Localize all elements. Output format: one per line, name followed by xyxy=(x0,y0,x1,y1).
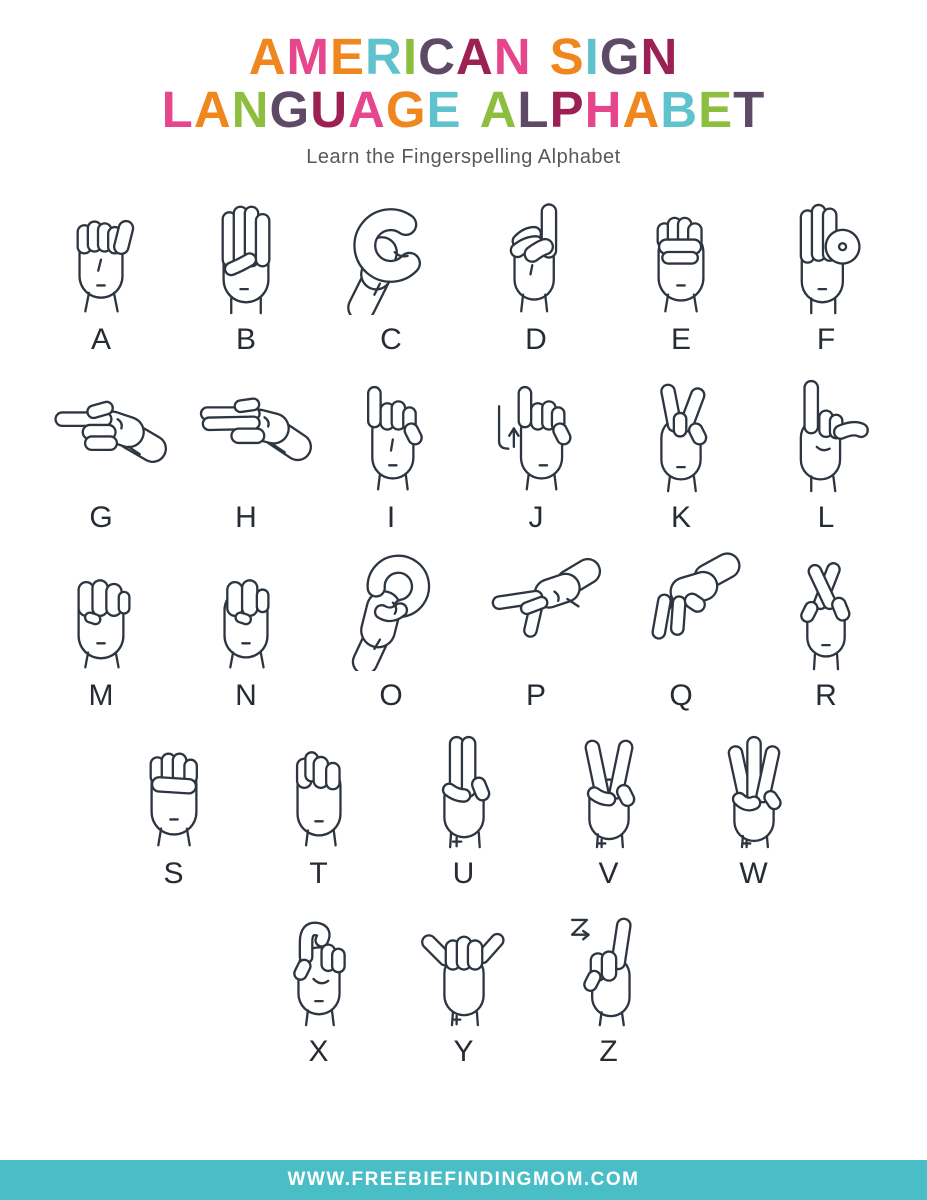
sign-cell-l xyxy=(754,373,899,535)
poster-title-line1 xyxy=(0,30,927,83)
sign-row xyxy=(0,729,927,891)
asl-o-hand-icon xyxy=(321,551,461,671)
title-letter: A xyxy=(248,28,287,85)
poster-subtitle: Learn the Fingerspelling Alphabet xyxy=(306,146,621,168)
sign-letter-label: A xyxy=(90,323,111,356)
asl-l-hand-icon xyxy=(756,373,896,493)
sign-cell-y xyxy=(391,907,536,1069)
footer-bar xyxy=(0,1160,927,1200)
sign-letter-label: P xyxy=(525,679,546,712)
sign-letter-label: V xyxy=(598,857,619,890)
title-letter: G xyxy=(385,81,427,138)
asl-d-hand-icon xyxy=(466,195,606,315)
sign-cell-t xyxy=(246,729,391,891)
poster-title-line2 xyxy=(0,83,927,136)
sign-row xyxy=(0,195,927,357)
title-letter: N xyxy=(640,28,679,85)
title-letter: L xyxy=(161,81,194,138)
asl-w-hand-icon xyxy=(684,729,824,849)
sign-cell-i xyxy=(319,373,464,535)
title-letter: E xyxy=(698,81,734,138)
sign-row xyxy=(0,373,927,535)
sign-cell-h xyxy=(174,373,319,535)
sign-letter-label: H xyxy=(235,501,257,534)
title-letter: L xyxy=(517,81,550,138)
sign-letter-label: E xyxy=(670,323,691,356)
sign-cell-s xyxy=(101,729,246,891)
title-letter: T xyxy=(733,81,766,138)
asl-x-hand-icon xyxy=(249,907,389,1027)
sign-cell-v xyxy=(536,729,681,891)
sign-letter-label: M xyxy=(88,679,114,712)
sign-cell-n xyxy=(174,551,319,713)
asl-c-hand-icon xyxy=(321,195,461,315)
asl-r-hand-icon xyxy=(756,551,896,671)
asl-v-hand-icon xyxy=(539,729,679,849)
title-letter: N xyxy=(493,28,532,85)
sign-cell-d xyxy=(464,195,609,357)
sign-letter-label: L xyxy=(817,501,835,534)
sign-letter-label: N xyxy=(235,679,257,712)
sign-letter-label: I xyxy=(386,501,396,534)
sign-cell-u xyxy=(391,729,536,891)
asl-j-hand-icon xyxy=(466,373,606,493)
sign-cell-g xyxy=(29,373,174,535)
title-letter: A xyxy=(455,28,494,85)
sign-cell-e xyxy=(609,195,754,357)
asl-y-hand-icon xyxy=(394,907,534,1027)
asl-b-hand-icon xyxy=(176,195,316,315)
footer-link[interactable]: WWW.FREEBIEFINDINGMOM.COM xyxy=(287,1169,640,1190)
asl-q-hand-icon xyxy=(611,551,751,671)
title-letter: S xyxy=(549,28,585,85)
sign-letter-label: C xyxy=(380,323,402,356)
sign-row xyxy=(0,551,927,713)
title-letter: E xyxy=(330,28,366,85)
title-letter: R xyxy=(365,28,403,85)
sign-letter-label: B xyxy=(235,323,256,356)
title-letter: P xyxy=(549,81,585,138)
poster-header xyxy=(0,0,927,169)
title-letter: B xyxy=(660,81,699,138)
title-letter: H xyxy=(584,81,623,138)
sign-cell-k xyxy=(609,373,754,535)
sign-grid xyxy=(0,195,927,1085)
sign-cell-m xyxy=(29,551,174,713)
sign-letter-label: Y xyxy=(453,1035,474,1068)
sign-letter-label: O xyxy=(379,679,403,712)
sign-cell-c xyxy=(319,195,464,357)
asl-k-hand-icon xyxy=(611,373,751,493)
asl-z-hand-icon xyxy=(539,907,679,1027)
sign-letter-label: K xyxy=(670,501,691,534)
sign-letter-label: F xyxy=(816,323,836,356)
asl-n-hand-icon xyxy=(176,551,316,671)
title-letter: N xyxy=(231,81,270,138)
sign-cell-p xyxy=(464,551,609,713)
title-letter: A xyxy=(348,81,386,138)
asl-a-hand-icon xyxy=(31,195,171,315)
sign-cell-x xyxy=(246,907,391,1069)
asl-i-hand-icon xyxy=(321,373,461,493)
sign-letter-label: J xyxy=(528,501,544,534)
sign-cell-b xyxy=(174,195,319,357)
asl-p-hand-icon xyxy=(466,551,606,671)
title-letter: I xyxy=(402,28,419,85)
sign-cell-z xyxy=(536,907,681,1069)
title-letter: A xyxy=(479,81,518,138)
title-letter: U xyxy=(310,81,349,138)
title-letter: G xyxy=(269,81,311,138)
sign-letter-label: S xyxy=(163,857,184,890)
asl-s-hand-icon xyxy=(104,729,244,849)
sign-letter-label: G xyxy=(89,501,113,534)
sign-letter-label: U xyxy=(452,857,475,890)
title-letter: I xyxy=(584,28,600,85)
sign-letter-label: R xyxy=(815,679,837,712)
sign-row xyxy=(0,907,927,1069)
asl-g-hand-icon xyxy=(31,373,171,493)
asl-e-hand-icon xyxy=(611,195,751,315)
sign-cell-o xyxy=(319,551,464,713)
title-letter: C xyxy=(418,28,456,85)
sign-cell-r xyxy=(754,551,899,713)
sign-cell-f xyxy=(754,195,899,357)
asl-u-hand-icon xyxy=(394,729,534,849)
title-letter: A xyxy=(193,81,232,138)
asl-h-hand-icon xyxy=(176,373,316,493)
asl-t-hand-icon xyxy=(249,729,389,849)
title-letter: E xyxy=(426,81,462,138)
title-letter: M xyxy=(286,28,331,85)
title-letter: G xyxy=(599,28,641,85)
sign-letter-label: Q xyxy=(669,679,693,712)
asl-m-hand-icon xyxy=(31,551,171,671)
sign-letter-label: X xyxy=(308,1035,329,1068)
sign-letter-label: T xyxy=(309,857,328,890)
sign-cell-a xyxy=(29,195,174,357)
sign-letter-label: D xyxy=(525,323,547,356)
asl-f-hand-icon xyxy=(756,195,896,315)
sign-cell-j xyxy=(464,373,609,535)
sign-cell-w xyxy=(681,729,826,891)
sign-letter-label: W xyxy=(739,857,768,890)
sign-cell-q xyxy=(609,551,754,713)
title-letter: A xyxy=(622,81,661,138)
sign-letter-label: Z xyxy=(599,1035,618,1068)
